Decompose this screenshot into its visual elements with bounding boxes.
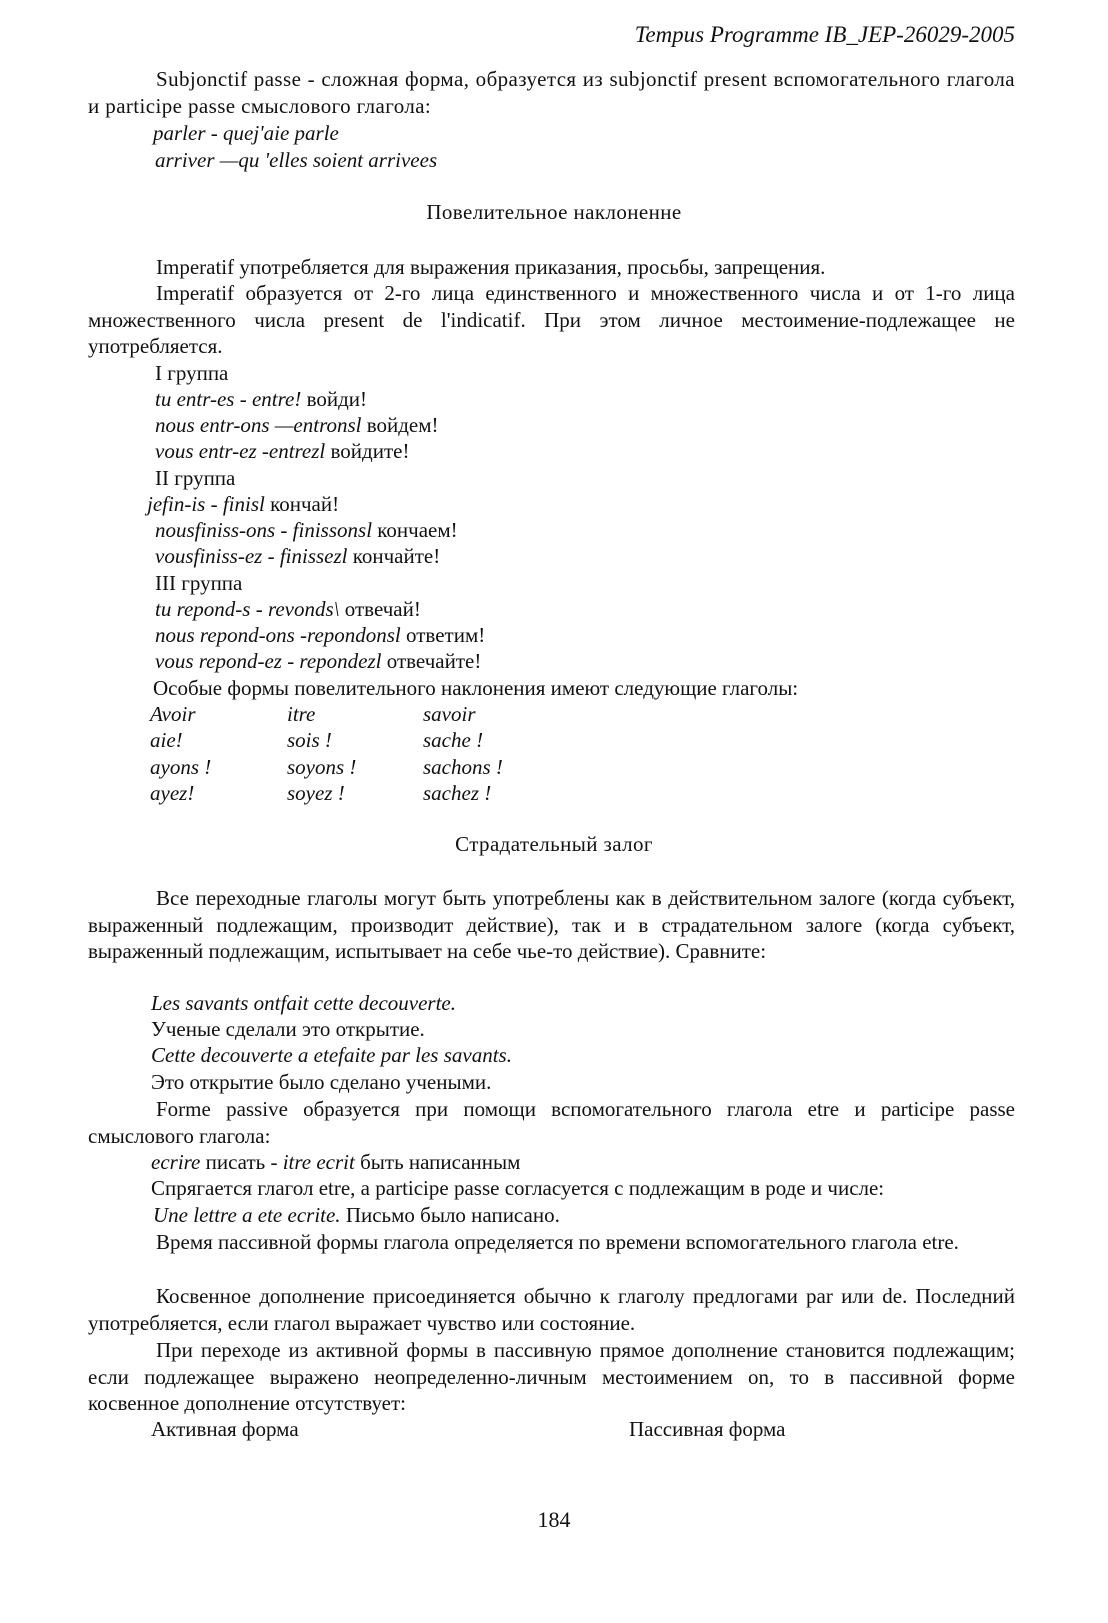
group-2-label: II группа — [155, 466, 236, 490]
column-label-active: Активная форма — [151, 1417, 299, 1441]
example-parler: parler - quej'aie parle — [153, 121, 339, 145]
table-cell: ayons ! — [150, 755, 212, 779]
group-1-example-1: tu entr-es - entre! войди! — [155, 387, 368, 411]
group-2-example-1: jefin-is - finisl кончай! — [147, 492, 340, 516]
table-cell: aie! — [150, 728, 183, 752]
sentence-russian-active: Ученые сделали это открытие. — [151, 1017, 425, 1041]
sentence-french-passive: Cette decouverte a etefaite par les savants. — [151, 1043, 512, 1067]
sentence-french-active: Les savants ontfait cette decouverte. — [151, 991, 457, 1015]
section-heading-passive-voice: Страдательный залог — [455, 832, 653, 856]
table-cell: sache ! — [423, 728, 484, 752]
special-forms-intro: Особые формы повелительного наклонения имеют следующие глаголы: — [153, 676, 799, 700]
page-number: 184 — [537, 1507, 571, 1532]
group-1-example-2: nous entr-ons —entronsl войдем! — [155, 413, 439, 437]
table-cell: soyez ! — [287, 781, 345, 805]
table-cell: sachons ! — [423, 755, 503, 779]
table-cell: soyons ! — [287, 755, 357, 779]
running-header: Tempus Programme IB_JEP-26029-2005 — [634, 22, 1015, 47]
group-3-label: III группа — [155, 571, 243, 595]
paragraph-forme-passive: Forme passive образуется при помощи вспомогательного глагола etre и participe passe смыслового глагола: — [88, 1097, 1015, 1148]
example-arriver: arriver —qu 'elles soient arrivees — [155, 148, 438, 172]
group-3-example-2: nous repond-ons -repondonsl ответим! — [155, 623, 486, 647]
group-2-example-2: nousfiniss-ons - finissonsl кончаем! — [155, 518, 458, 542]
paragraph-tense: Время пассивной формы глагола определяется по времени вспомогательного глагола etre. — [156, 1230, 959, 1254]
table-cell: ayez! — [150, 781, 195, 805]
table-cell: savoir — [423, 702, 476, 726]
example-ecrire: ecrire писать - itre ecrit быть написанным — [151, 1150, 521, 1174]
group-1-label: I группа — [155, 361, 229, 385]
table-cell: itre — [287, 702, 316, 726]
group-3-example-1: tu repond-s - revonds\ отвечай! — [155, 597, 421, 621]
section-heading-imperative: Повелительное наклоненне — [426, 200, 682, 224]
example-une-lettre: Une lettre a ete ecrite. Письмо было написано. — [153, 1203, 560, 1227]
table-cell: sois ! — [287, 728, 332, 752]
paragraph-passive-intro: Все переходные глаголы могут быть употреблены как в действительном залоге (когда субъект, выраженный подлежащим, производит действие), так и в страдательном залоге (когда субъект, выраженный подлежащим, испытывает на себе чье-то действие). Сравните: — [88, 886, 1015, 963]
group-1-example-3: vous entr-ez -entrezl войдите! — [155, 439, 410, 463]
paragraph-subjonctif-passe: Subjonctif passe - сложная форма, образуется из subjonctif present вспомогательного глагола и participe passe смыслового глагола: — [88, 67, 1015, 118]
group-3-example-3: vous repond-ez - repondezl отвечайте! — [155, 649, 482, 673]
column-label-passive: Пассивная форма — [629, 1417, 786, 1441]
paragraph-imperatif-use: Imperatif употребляется для выражения приказания, просьбы, запрещения. — [156, 255, 826, 279]
paragraph-imperatif-formation: Imperatif образуется от 2-го лица единственного и множественного числа и от 1-го лица множественного числа present de l'indicatif. При этом личное местоимение-подлежащее не употребляется. — [88, 281, 1015, 358]
paragraph-indirect-object: Косвенное дополнение присоединяется обычно к глаголу предлогами par или de. Последний употребляется, если глагол выражает чувство или состояние. — [88, 1284, 1015, 1335]
table-cell: Avoir — [150, 702, 196, 726]
group-2-example-3: vousfiniss-ez - finissezl кончайте! — [155, 544, 441, 568]
sentence-russian-passive: Это открытие было сделано учеными. — [151, 1070, 492, 1094]
paragraph-transformation: При переходе из активной формы в пассивную прямое дополнение становится подлежащим; если подлежащее выражено неопределенно-личным местоимением on, то в пассивной форме косвенное дополнение отсутствует: — [88, 1338, 1015, 1415]
paragraph-conjugation: Спрягается глагол etre, a participe passe согласуется с подлежащим в роде и числе: — [151, 1176, 885, 1200]
table-cell: sachez ! — [423, 781, 492, 805]
